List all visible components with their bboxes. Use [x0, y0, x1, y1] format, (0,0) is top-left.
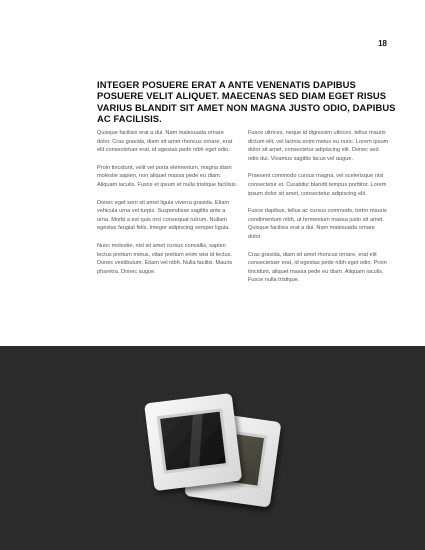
body-columns — [97, 129, 389, 294]
headline: INTEGER POSUERE ERAT A ANTE VENENATIS DAPIBUS POSUERE VELIT ALIQUET. MAECENAS SED DIAM EGET RISUS VARIUS BLANDIT SIT AMET NON MAGNA JUSTO ODIO, DAPIBUS AC FACILISIS. — [97, 79, 396, 125]
paragraph: Proin tincidunt, velit vel porta elementum, magna diam molestie sapien, non aliquet massa pede eu diam. Aliquam iaculis. Fusce et ipsum et nulla tristique facilisis. — [97, 164, 238, 188]
paragraph: Nunc molestie, nisl sit amet cursus convallis, sapien lectus pretium metus, vitae pretium enim wisi id lectus. Donec vestibulum. Etiam vel nibh. Nulla facilisi. Mauris pharetra. Donec augue. — [97, 242, 233, 275]
paragraph: Fusce ultrices, neque id dignissim ultrices, tellus mauris dictum elit, vel lacinia enim metus eu nunc. Lorem ipsum dolor sit amet, consectetur adipiscing elit. Donec sed odio dui. Vivamus sagittis lacus vel augue. — [248, 130, 389, 162]
photo-slides-icon — [0, 346, 425, 550]
paragraph: Fusce dapibus, tellus ac cursus commodo, tortor mauris condimentum nibh, ut fermentum massa justo sit amet. Quisque facilisis erat a dui. Nam malesuada ornare dolor. — [248, 208, 387, 240]
paragraph: Praesent commodo cursus magna, vel scelerisque nisl consectetur et. Curabitur blandit tempus porttitor. Lorem ipsum dolor sit amet, consectetur adipiscing elit. — [248, 173, 387, 197]
paragraph: Cras gravida, diam sit amet rhoncus ornare, erat elit consectetuer erat, id egestas pede nibh eget odio. Proin tincidunt, aliquet massa pede eu diam. Aliquam iaculis. Fusce nulla tristique. — [248, 251, 387, 284]
illustration-band — [0, 346, 425, 550]
paragraph: Donec eget sem sit amet ligula viverra gravida. Etiam vehicula urna vel turpis. Suspendisse sagittis ante a urna. Morbi a est quis orci consequat rutrum. Nullam egestas feugiat felis. Integer adipiscing semper ligula. — [97, 199, 230, 232]
front-slide — [144, 393, 242, 491]
left-column — [97, 129, 238, 294]
right-column — [248, 129, 389, 294]
page-number: 18 — [378, 39, 387, 48]
paragraph: Quisque facilisis erat a dui. Nam malesuada ornare dolor. Cras gravida, diam sit amet rhoncus ornare, erat elit consectetuer erat, id egestas pede nibh eget odio. — [97, 130, 233, 154]
